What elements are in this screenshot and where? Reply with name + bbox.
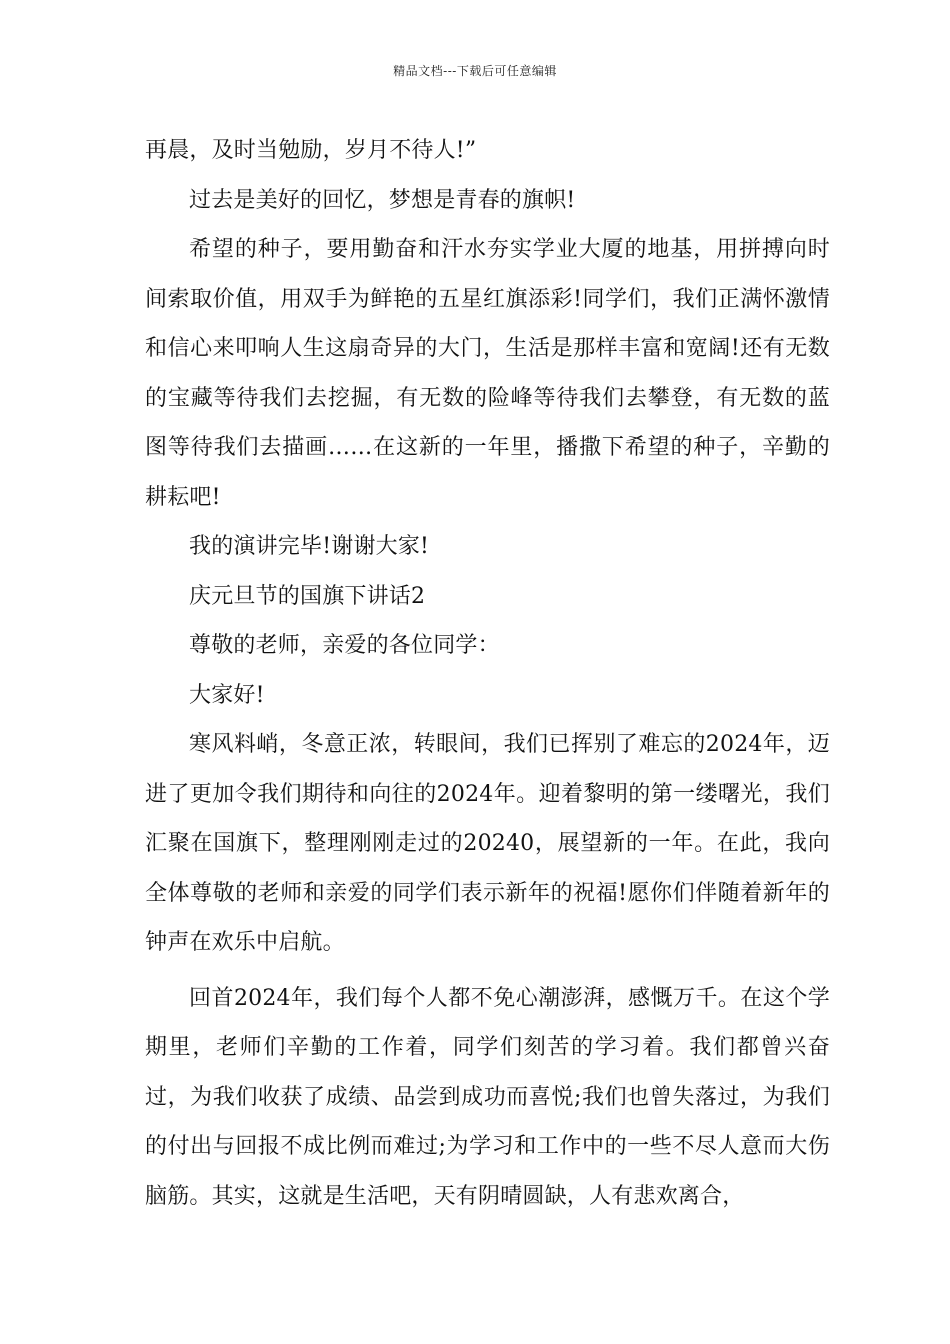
paragraph-seeds-of-hope: 希望的种子，要用勤奋和汗水夯实学业大厦的地基，用拼搏向时间索取价值，用双手为鲜艳的五星红旗添彩!同学们，我们正满怀激情和信心来叩响人生这扇奇异的大门，生活是那样丰富和宽阔!还有无数的宝藏等待我们去挖掘，有无数的险峰等待我们去攀登，有无数的蓝图等待我们去描画……在这新的一年里，播撒下希望的种子，辛勤的耕耘吧!: [145, 237, 830, 510]
paragraph-past-and-dreams: 过去是美好的回忆，梦想是青春的旗帜!: [189, 187, 576, 213]
paragraph-greeting: 大家好!: [189, 682, 265, 708]
paragraph-salutation: 尊敬的老师，亲爱的各位同学：: [189, 633, 500, 658]
document-body: [145, 126, 830, 1221]
page-header: 精品文档---下载后可任意编辑: [393, 64, 557, 78]
paragraph-speech-end: 我的演讲完毕!谢谢大家!: [189, 534, 430, 559]
section-title: 庆元旦节的国旗下讲话2: [189, 583, 426, 609]
paragraph-looking-back: 回首2024年，我们每个人都不免心潮澎湃，感慨万千。在这个学期里，老师们辛勤的工作着，同学们刻苦的学习着。我们都曾兴奋过，为我们收获了成绩、品尝到成功而喜悦;我们也曾失落过，为我们的付出与回报不成比例而难过;为学习和工作中的一些不尽人意而大伤脑筋。其实，这就是生活吧，天有阴晴圆缺，人有悲欢离合，: [145, 985, 830, 1209]
paragraph-new-year: 寒风料峭，冬意正浓，转眼间，我们已挥别了难忘的2024年，迈进了更加令我们期待和向往的2024年。迎着黎明的第一缕曙光，我们汇聚在国旗下，整理刚刚走过的20240，展望新的一年。在此，我向全体尊敬的老师和亲爱的同学们表示新年的祝福!愿你们伴随着新年的钟声在欢乐中启航。: [145, 732, 830, 955]
paragraph-closing-quote: 再晨，及时当勉励，岁月不待人!”: [145, 138, 477, 163]
